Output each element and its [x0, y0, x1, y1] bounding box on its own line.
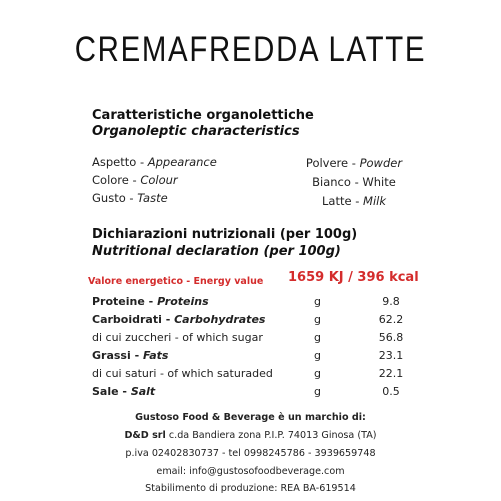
footer-address: c.da Bandiera zona P.I.P. 74013 Ginosa (TA) [165, 430, 377, 441]
label-sep: - [118, 385, 131, 398]
label-it: Proteine [92, 295, 145, 308]
nutrient-label [92, 313, 265, 326]
label-it: di cui zuccheri [92, 331, 172, 344]
label-en: Taste [137, 191, 168, 205]
nutrient-label [92, 385, 155, 398]
label-en: Appearance [147, 155, 217, 169]
label-it: Carboidrati [92, 313, 162, 326]
nutrient-value: 9.8 [382, 295, 400, 308]
table-row [92, 295, 422, 312]
energy-value: 1659 KJ / 396 kcal [288, 270, 419, 285]
label-sep: - [144, 295, 158, 308]
footer-company-name: D&D srl [124, 430, 166, 441]
product-title: CREMAFREDDA LATTE [74, 30, 427, 69]
nutrient-unit: g [314, 295, 321, 308]
label-sep: - [156, 367, 168, 380]
organoleptic-label-taste: Gusto - Taste [92, 191, 168, 205]
label-en: Salt [130, 385, 156, 398]
organoleptic-heading-en: Organoleptic characteristics [92, 124, 300, 139]
nutrient-value: 0.5 [382, 385, 400, 398]
label-en: Proteins [157, 295, 209, 308]
label-en: Fats [142, 349, 169, 362]
label-en: Colour [140, 173, 178, 187]
label-it: di cui saturi [92, 367, 157, 380]
table-row [92, 385, 422, 402]
label-sep: - [171, 331, 183, 344]
label-sep: - [161, 313, 175, 326]
label-it: Grassi [92, 349, 131, 362]
nutrient-label [92, 349, 168, 362]
nutrient-unit: g [314, 385, 321, 398]
nutrition-heading-en: Nutritional declaration (per 100g) [92, 244, 341, 259]
organoleptic-label-colour: Colore - Colour [92, 173, 178, 187]
nutrient-label [92, 295, 209, 308]
footer-brand-text: Gustoso Food & Beverage è un marchio di: [135, 412, 366, 423]
value-it: Polvere [305, 156, 349, 170]
footer-contacts: p.iva 02402830737 - tel 0998245786 - 3939659748 [125, 448, 376, 459]
footer-rea: Stabilimento di produzione: REA BA-619514 [145, 483, 356, 494]
label-it: Gusto [92, 191, 126, 205]
table-row [92, 367, 422, 384]
label-sep: - [130, 349, 143, 362]
table-row [92, 349, 422, 366]
value-en: White [362, 175, 396, 189]
nutrient-value: 22.1 [378, 367, 404, 380]
value-it: Latte [321, 194, 352, 208]
table-row [92, 331, 422, 348]
energy-label: Valore energetico - Energy value [88, 276, 264, 287]
organoleptic-value-appearance: Polvere - Powder [305, 156, 403, 170]
value-en: Powder [359, 156, 403, 170]
organoleptic-heading-it: Caratteristiche organolettiche [92, 108, 314, 123]
label-it: Sale [92, 385, 119, 398]
organoleptic-value-colour: Bianco - White [312, 175, 396, 189]
organoleptic-value-taste: Latte - Milk [321, 194, 386, 208]
footer-brand-line [0, 412, 501, 423]
organoleptic-label-appearance: Aspetto - Appearance [92, 155, 217, 169]
table-row [92, 313, 422, 330]
nutrient-unit: g [314, 313, 321, 326]
label-it: Aspetto [92, 155, 137, 169]
nutrient-unit: g [314, 349, 321, 362]
nutrient-label [92, 331, 263, 344]
value-en: Milk [363, 194, 386, 208]
footer-company-line [0, 430, 501, 441]
nutrient-unit: g [314, 331, 321, 344]
nutrient-value: 23.1 [378, 349, 404, 362]
nutrient-unit: g [314, 367, 321, 380]
label-en: Carbohydrates [174, 313, 266, 326]
value-it: Bianco [312, 175, 351, 189]
footer-email: email: info@gustosofoodbeverage.com [156, 466, 345, 477]
nutrient-value: 56.8 [378, 331, 404, 344]
nutrition-heading-it: Dichiarazioni nutrizionali (per 100g) [92, 227, 358, 242]
label-en: of which sugar [182, 331, 263, 344]
nutrient-label [92, 367, 273, 380]
label-en: of which saturaded [167, 367, 273, 380]
label-it: Colore [92, 173, 129, 187]
nutrient-value: 62.2 [378, 313, 404, 326]
